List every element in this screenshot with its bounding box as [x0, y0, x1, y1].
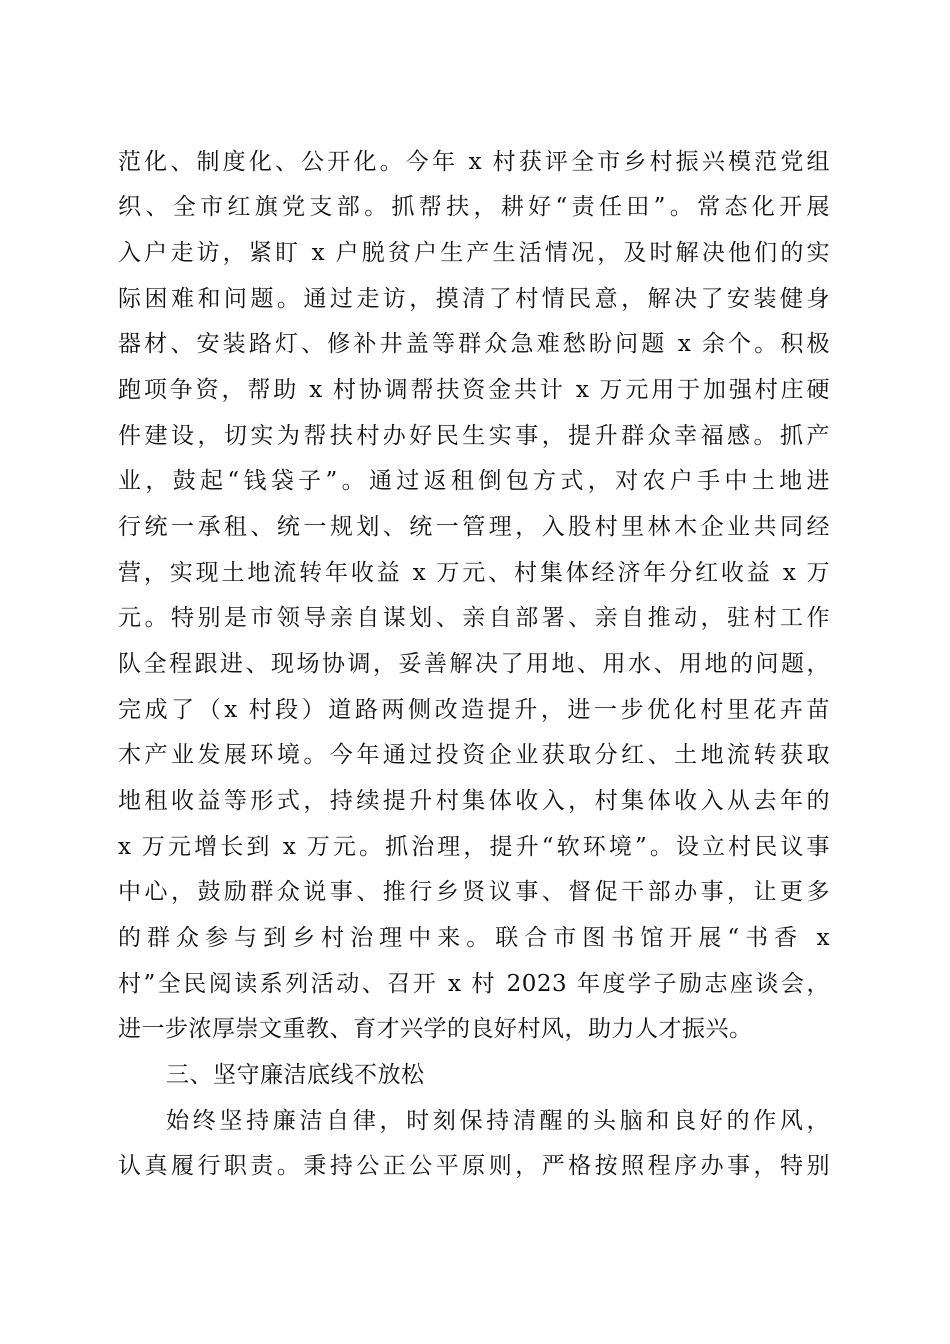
paragraph-line: 地租收益等形式，持续提升村集体收入，村集体收入从去年的 — [118, 788, 830, 814]
paragraph-line: 跑项争资，帮助 x 村协调帮扶资金共计 x 万元用于加强村庄硬 — [118, 377, 830, 403]
paragraph-line: 进一步浓厚崇文重教、育才兴学的良好村风，助力人才振兴。 — [118, 1016, 753, 1042]
paragraph-line: 业，鼓起“钱袋子”。通过返租倒包方式，对农户手中土地进 — [118, 468, 830, 494]
paragraph-line: x 万元增长到 x 万元。抓治理，提升“软环境”。设立村民议事 — [118, 834, 830, 860]
paragraph-line: 的群众参与到乡村治理中来。联合市图书馆开展“书香 x — [118, 925, 830, 951]
section-heading: 三、坚守廉洁底线不放松 — [166, 1062, 425, 1088]
paragraph-line: 认真履行职责。秉持公正公平原则，严格按照程序办事，特别 — [118, 1153, 830, 1179]
paragraph-line: 队全程跟进、现场协调，妥善解决了用地、用水、用地的问题， — [118, 651, 830, 677]
paragraph-line: 入户走访，紧盯 x 户脱贫户生产生活情况，及时解决他们的实 — [118, 240, 830, 266]
paragraph-line: 元。特别是市领导亲自谋划、亲自部署、亲自推动，驻村工作 — [118, 605, 830, 631]
paragraph-line: 器材、安装路灯、修补井盖等群众急难愁盼问题 x 余个。积极 — [118, 331, 830, 357]
paragraph-line: 件建设，切实为帮扶村办好民生实事，提升群众幸福感。抓产 — [118, 423, 830, 449]
paragraph-line: 木产业发展环境。今年通过投资企业获取分红、土地流转获取 — [118, 742, 830, 768]
paragraph-line: 中心，鼓励群众说事、推行乡贤议事、督促干部办事，让更多 — [118, 879, 830, 905]
paragraph-line: 村”全民阅读系列活动、召开 x 村 2023 年度学子励志座谈会， — [118, 971, 830, 997]
paragraph-line: 营，实现土地流转年收益 x 万元、村集体经济年分红收益 x 万 — [118, 560, 830, 586]
paragraph-line: 始终坚持廉洁自律，时刻保持清醒的头脑和良好的作风， — [166, 1108, 830, 1134]
paragraph-line: 行统一承租、统一规划、统一管理，入股村里林木企业共同经 — [118, 514, 830, 540]
paragraph-line: 际困难和问题。通过走访，摸清了村情民意，解决了安装健身 — [118, 286, 830, 312]
paragraph-line: 完成了（x 村段）道路两侧改造提升，进一步优化村里花卉苗 — [118, 697, 830, 723]
paragraph-line: 织、全市红旗党支部。抓帮扶，耕好“责任田”。常态化开展 — [118, 194, 830, 220]
paragraph-line: 范化、制度化、公开化。今年 x 村获评全市乡村振兴模范党组 — [118, 149, 830, 175]
